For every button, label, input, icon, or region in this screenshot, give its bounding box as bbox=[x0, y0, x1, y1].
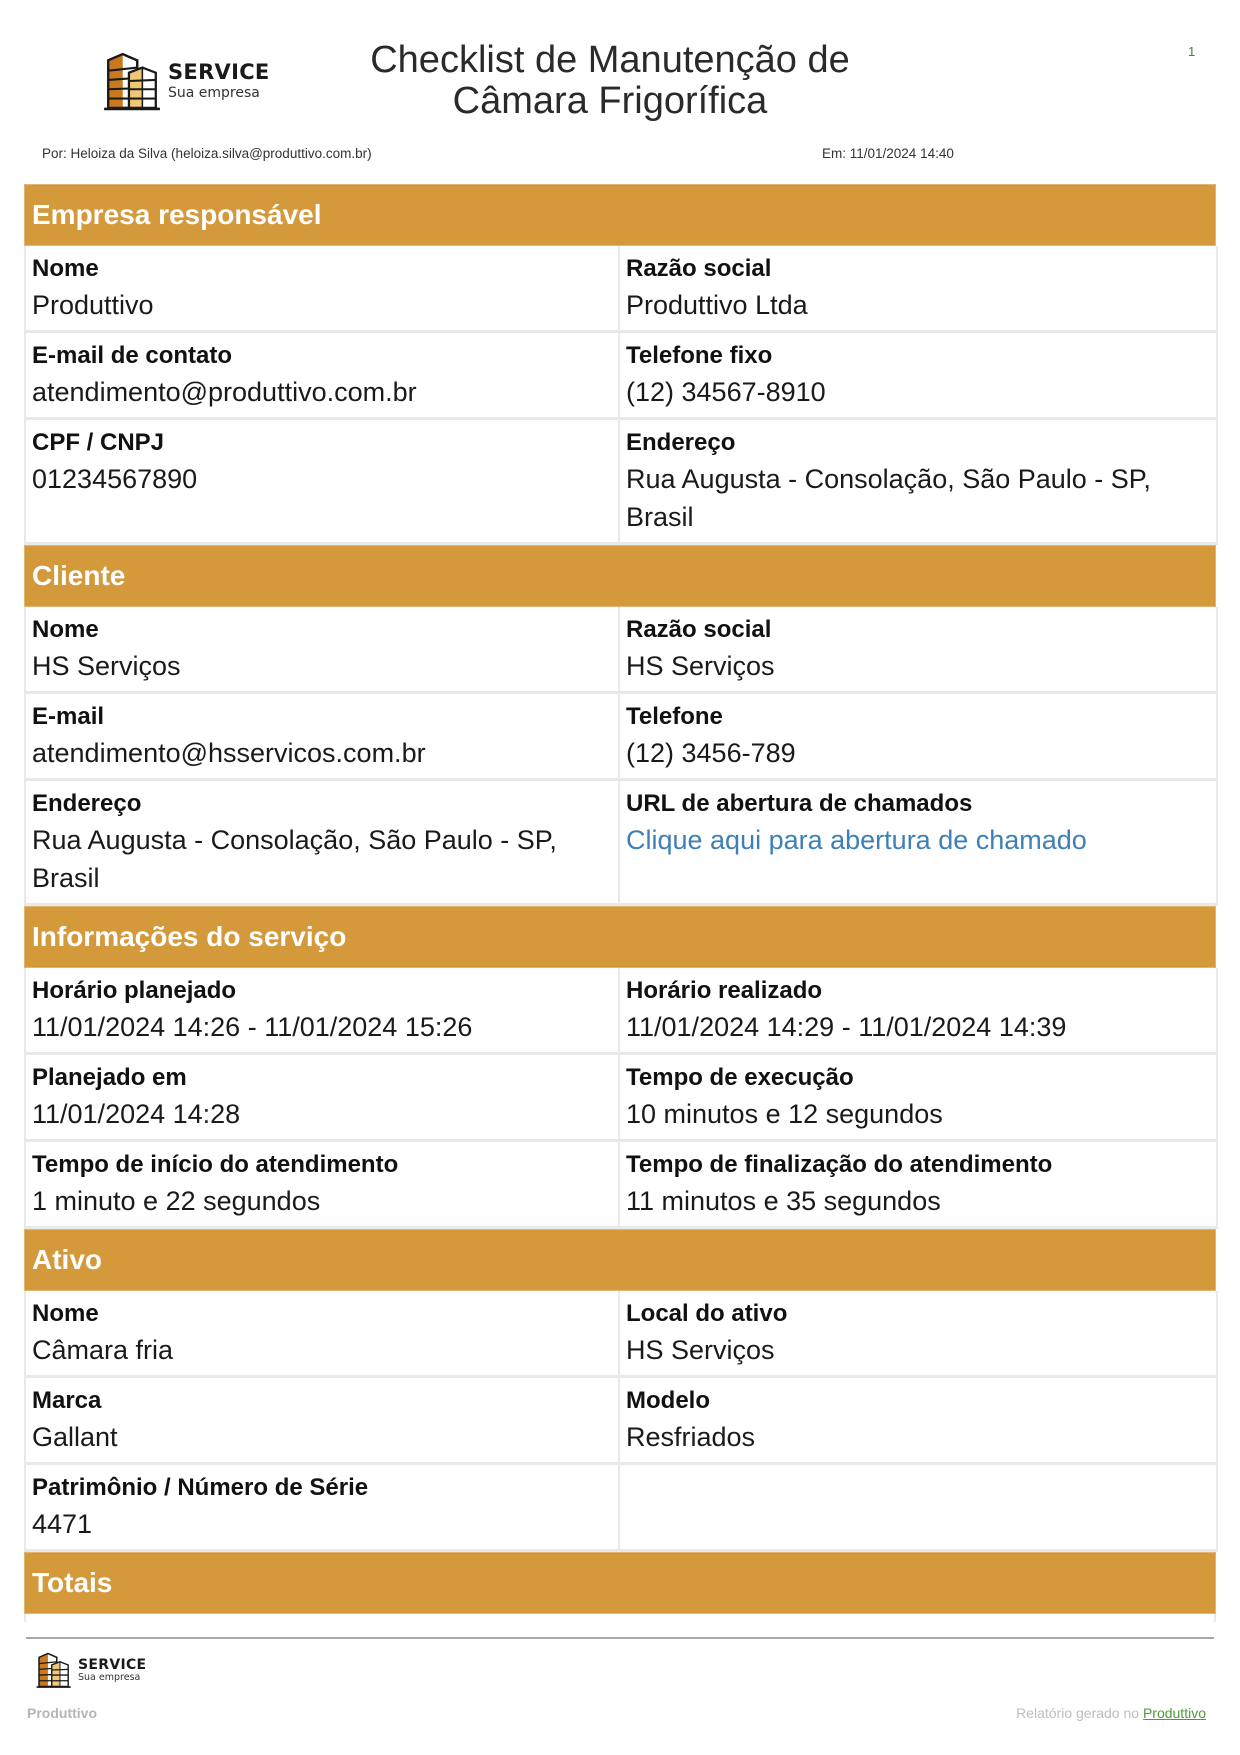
field-value: (12) 34567-8910 bbox=[626, 377, 826, 407]
field-value: atendimento@hsservicos.com.br bbox=[32, 738, 426, 768]
field-horario-planejado bbox=[26, 968, 620, 1055]
field-label: Tempo de finalização do atendimento bbox=[626, 1151, 1053, 1178]
title-line-2: Câmara Frigorífica bbox=[452, 80, 768, 122]
field-label: Horário planejado bbox=[32, 977, 237, 1004]
field-value: HS Serviços bbox=[626, 1335, 775, 1365]
field-value: 10 minutos e 12 segundos bbox=[626, 1099, 943, 1129]
field-tempo-finalizacao bbox=[620, 1142, 1218, 1229]
field-value: Resfriados bbox=[626, 1422, 756, 1452]
field-value: HS Serviços bbox=[32, 651, 181, 681]
buildings-icon bbox=[34, 1651, 72, 1689]
field-label: Nome bbox=[32, 616, 99, 643]
logo-title: SERVICE bbox=[168, 60, 270, 84]
report-footer bbox=[26, 1637, 1214, 1721]
field-cliente-razao-social bbox=[620, 607, 1218, 694]
title-line-1: Checklist de Manutenção de bbox=[370, 39, 850, 81]
produttivo-link[interactable]: Produttivo bbox=[1142, 1705, 1206, 1721]
field-value: 11 minutos e 35 segundos bbox=[626, 1186, 941, 1216]
section-cliente-fields bbox=[24, 607, 1216, 906]
section-totais-body bbox=[24, 1614, 1216, 1622]
field-ativo-marca bbox=[26, 1378, 620, 1465]
footer-logo bbox=[34, 1651, 146, 1689]
generated-prefix: Relatório gerado no bbox=[1016, 1705, 1143, 1721]
field-value: 11/01/2024 14:29 - 11/01/2024 14:39 bbox=[626, 1012, 1067, 1042]
report-header bbox=[0, 0, 1240, 180]
field-empresa-nome bbox=[26, 246, 620, 333]
field-tempo-inicio bbox=[26, 1142, 620, 1229]
open-ticket-link[interactable]: Clique aqui para abertura de chamado bbox=[626, 825, 1087, 855]
field-value: Câmara fria bbox=[32, 1335, 174, 1365]
document-title bbox=[350, 40, 870, 122]
field-label: Razão social bbox=[626, 255, 772, 282]
field-value: 11/01/2024 14:28 bbox=[32, 1099, 241, 1129]
field-value: HS Serviços bbox=[626, 651, 775, 681]
field-label: Horário realizado bbox=[626, 977, 823, 1004]
footer-brand: Produttivo bbox=[27, 1705, 97, 1721]
field-label: Nome bbox=[32, 1300, 99, 1327]
section-header-cliente: Cliente bbox=[24, 545, 1216, 607]
field-ativo-modelo bbox=[620, 1378, 1218, 1465]
generated-at: Em: 11/01/2024 14:40 bbox=[822, 146, 954, 161]
section-header-totais: Totais bbox=[24, 1552, 1216, 1614]
field-value: 11/01/2024 14:26 - 11/01/2024 15:26 bbox=[32, 1012, 473, 1042]
field-label: Marca bbox=[32, 1387, 102, 1414]
footer-generated-note bbox=[1016, 1705, 1206, 1721]
buildings-icon bbox=[100, 50, 162, 112]
field-label: Patrimônio / Número de Série bbox=[32, 1474, 369, 1501]
author-line: Por: Heloiza da Silva (heloiza.silva@produttivo.com.br) bbox=[42, 146, 372, 161]
field-cliente-telefone bbox=[620, 694, 1218, 781]
footer-logo-title: SERVICE bbox=[78, 1656, 147, 1673]
field-label: Endereço bbox=[626, 429, 736, 456]
section-header-empresa: Empresa responsável bbox=[24, 184, 1216, 246]
field-label: E-mail bbox=[32, 703, 105, 730]
field-label: Razão social bbox=[626, 616, 772, 643]
field-cliente-nome bbox=[26, 607, 620, 694]
field-label: Planejado em bbox=[32, 1064, 187, 1091]
footer-logo-subtitle: Sua empresa bbox=[78, 1671, 141, 1683]
field-empresa-endereco bbox=[620, 420, 1218, 545]
logo-subtitle: Sua empresa bbox=[168, 85, 260, 101]
field-value: Produttivo Ltda bbox=[626, 290, 808, 320]
report-content bbox=[24, 184, 1216, 1622]
field-label: Local do ativo bbox=[626, 1300, 788, 1327]
field-planejado-em bbox=[26, 1055, 620, 1142]
section-servico-fields bbox=[24, 968, 1216, 1229]
field-cliente-endereco bbox=[26, 781, 620, 906]
field-value: Produttivo bbox=[32, 290, 154, 320]
field-horario-realizado bbox=[620, 968, 1218, 1055]
field-value: atendimento@produttivo.com.br bbox=[32, 377, 417, 407]
empty-cell bbox=[620, 1465, 1218, 1552]
footer-divider bbox=[26, 1637, 1214, 1639]
field-empresa-razao-social bbox=[620, 246, 1218, 333]
field-cliente-url-chamados bbox=[620, 781, 1218, 906]
field-label: Modelo bbox=[626, 1387, 710, 1414]
field-label: Tempo de execução bbox=[626, 1064, 854, 1091]
field-value: Rua Augusta - Consolação, São Paulo - SP, Brasil bbox=[32, 825, 557, 893]
field-label: URL de abertura de chamados bbox=[626, 790, 973, 817]
field-value: Gallant bbox=[32, 1422, 118, 1452]
field-ativo-nome bbox=[26, 1291, 620, 1378]
field-empresa-cpf-cnpj bbox=[26, 420, 620, 545]
field-ativo-patrimonio bbox=[26, 1465, 620, 1552]
field-label: Telefone bbox=[626, 703, 723, 730]
section-header-servico: Informações do serviço bbox=[24, 906, 1216, 968]
field-empresa-email bbox=[26, 333, 620, 420]
field-value: 1 minuto e 22 segundos bbox=[32, 1186, 321, 1216]
field-label: Nome bbox=[32, 255, 99, 282]
field-ativo-local bbox=[620, 1291, 1218, 1378]
field-value: (12) 3456-789 bbox=[626, 738, 796, 768]
field-value: Rua Augusta - Consolação, São Paulo - SP, Brasil bbox=[626, 464, 1151, 532]
company-logo bbox=[100, 50, 270, 112]
field-cliente-email bbox=[26, 694, 620, 781]
field-empresa-telefone bbox=[620, 333, 1218, 420]
field-tempo-execucao bbox=[620, 1055, 1218, 1142]
section-ativo-fields bbox=[24, 1291, 1216, 1552]
field-label: Endereço bbox=[32, 790, 142, 817]
field-label: Tempo de início do atendimento bbox=[32, 1151, 399, 1178]
section-empresa-fields bbox=[24, 246, 1216, 545]
field-label: E-mail de contato bbox=[32, 342, 233, 369]
page-number: 1 bbox=[1188, 44, 1196, 59]
field-label: Telefone fixo bbox=[626, 342, 773, 369]
field-value: 01234567890 bbox=[32, 464, 198, 494]
field-value: 4471 bbox=[32, 1509, 93, 1539]
section-header-ativo: Ativo bbox=[24, 1229, 1216, 1291]
field-label: CPF / CNPJ bbox=[32, 429, 165, 456]
